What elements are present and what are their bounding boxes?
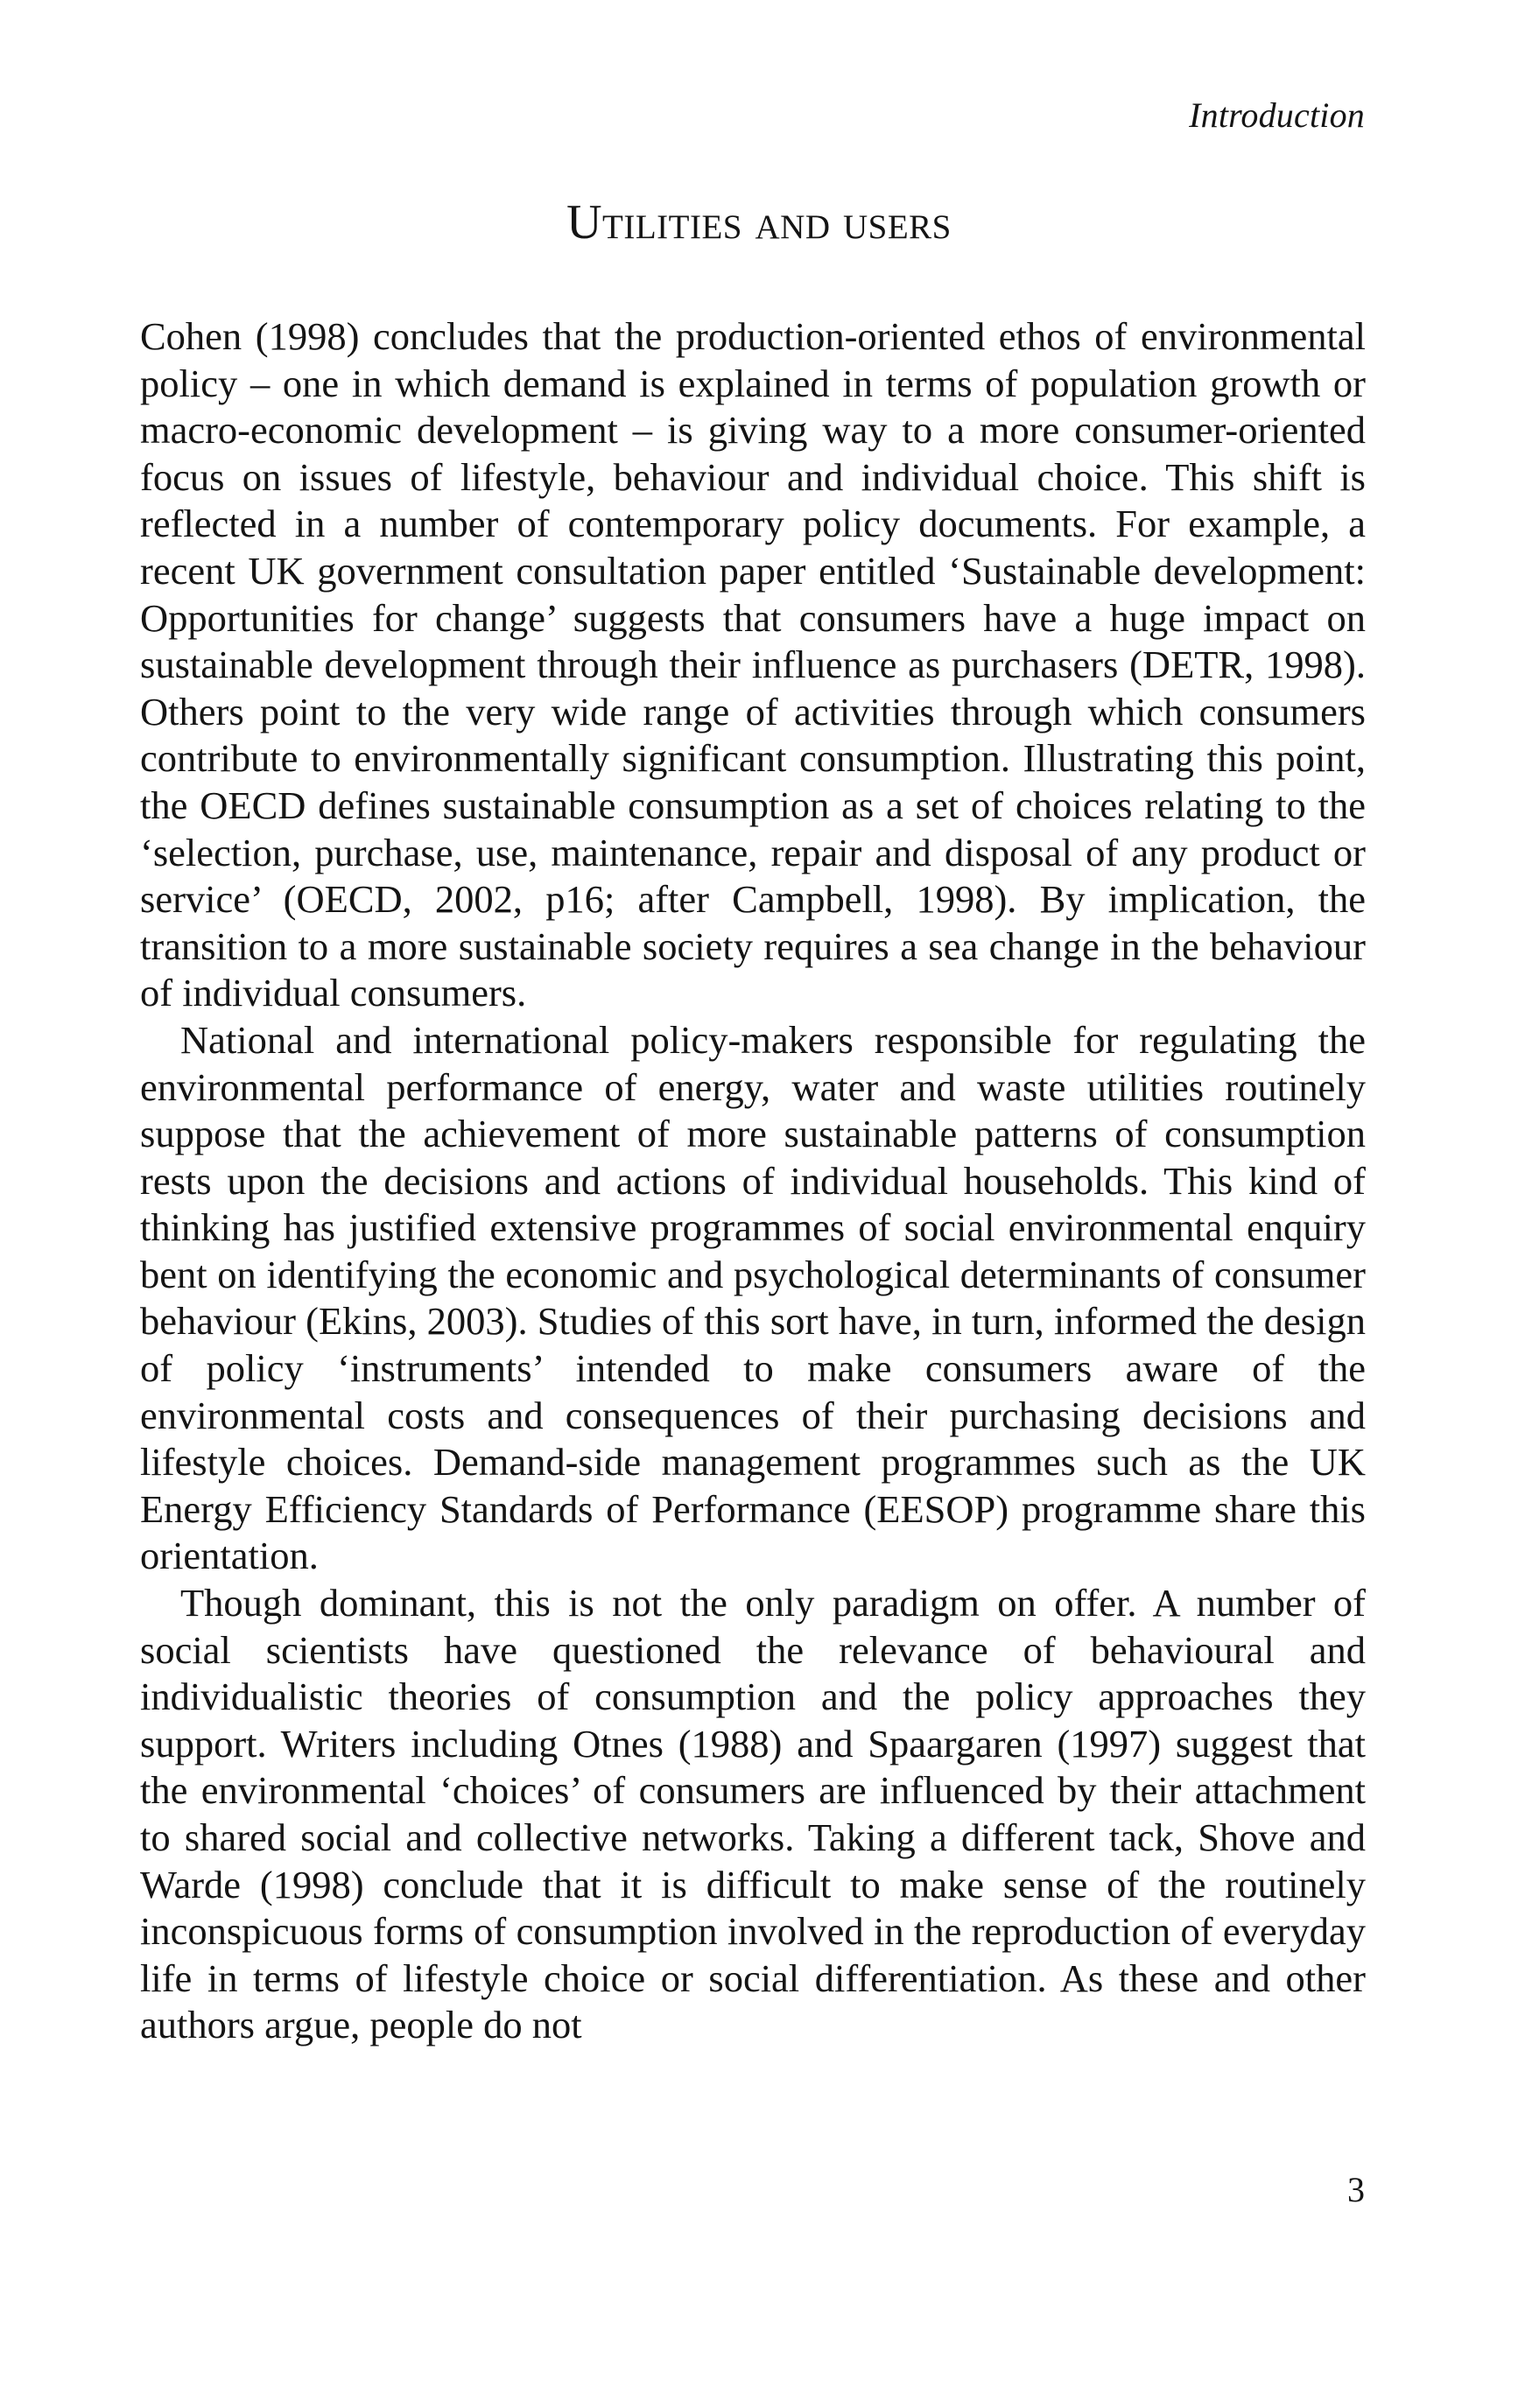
page-number: 3 — [1347, 2170, 1365, 2209]
paragraph-1: Cohen (1998) concludes that the production-oriented ethos of environmental policy – one in which demand is explained in terms of population growth or macro-economic development – is giving way to a more consumer-oriented focus on issues of lifestyle, behaviour and individual choice. This shift is reflected in a number of contemporary policy documents. For example, a recent UK government consultation paper entitled ‘Sustainable development: Opportunities for change’ suggests that consumers have a huge impact on sustainable development through their influence as purchasers (DETR, 1998). Others point to the very wide range of activities through which consumers contribute to environmentally significant consumption. Illustrating this point, the OECD defines sustainable consumption as a set of choices relating to the ‘selection, purchase, use, maintenance, repair and disposal of any product or service’ (OECD, 2002, p16; after Campbell, 1998). By implication, the transition to a more sustainable society requires a sea change in the behaviour of individual consumers. — [140, 314, 1366, 1015]
section-title: Utilities and users — [566, 195, 952, 249]
body-text — [140, 313, 1366, 2049]
paragraph-3: Though dominant, this is not the only paradigm on offer. A number of social scientists have questioned the relevance of behavioural and individualistic theories of consumption and the policy approaches they support. Writers including Otnes (1988) and Spaargaren (1997) suggest that the environmental ‘choices’ of consumers are influenced by their attachment to shared social and collective networks. Taking a different tack, Shove and Warde (1998) conclude that it is difficult to make sense of the routinely inconspicuous forms of consumption involved in the reproduction of everyday life in terms of lifestyle choice or social differentiation. As these and other authors argue, people do not — [140, 1581, 1366, 2047]
running-header: Introduction — [1189, 95, 1365, 135]
paragraph-2: National and international policy-makers responsible for regulating the environmental performance of energy, water and waste utilities routinely suppose that the achievement of more sustainable patterns of consumption rests upon the decisions and actions of individual households. This kind of thinking has justified extensive programmes of social environmental enquiry bent on identifying the economic and psychological determinants of consumer behaviour (Ekins, 2003). Studies of this sort have, in turn, informed the design of policy ‘instruments’ intended to make consumers aware of the environmental costs and consequences of their purchasing decisions and lifestyle choices. Demand-side management programmes such as the UK Energy Efficiency Standards of Performance (EESOP) programme share this orientation. — [140, 1017, 1366, 1578]
